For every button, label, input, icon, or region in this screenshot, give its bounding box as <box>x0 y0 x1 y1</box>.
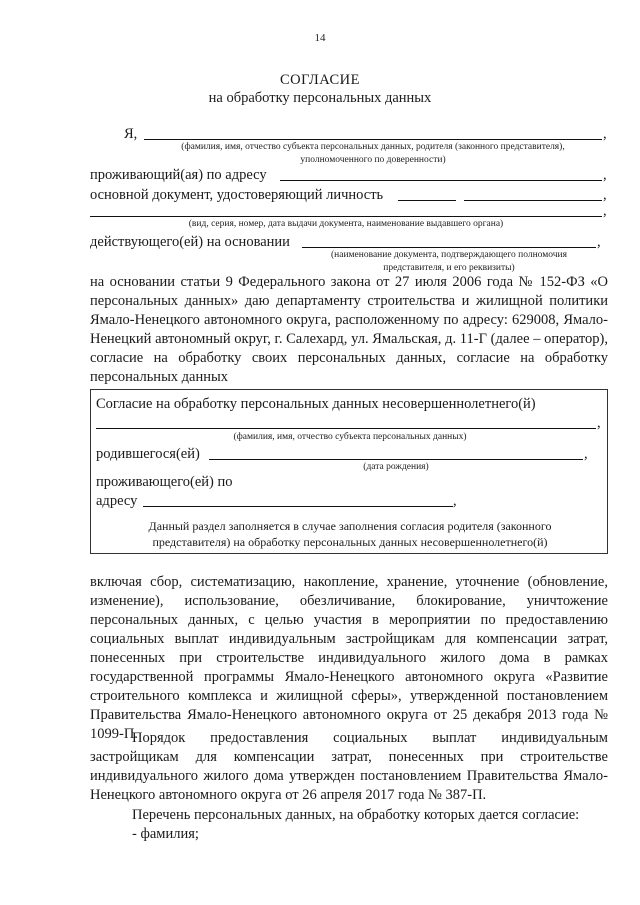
born-label: родившегося(ей) <box>96 446 200 462</box>
fio-caption-2: уполномоченного по доверенности) <box>300 155 446 165</box>
doc-series-line[interactable] <box>398 200 456 201</box>
basis-caption-1: (наименование документа, подтверждающего полномочия <box>330 250 567 260</box>
minor-box-heading: Согласие на обработку персональных данных несовершеннолетнего(й) <box>96 396 536 412</box>
doc-caption: (вид, серия, номер, дата выдачи документа, наименование выдавшего органа) <box>188 219 504 229</box>
address-line-end: , <box>603 167 607 183</box>
basis-label: действующего(ей) на основании <box>90 234 290 250</box>
fio-line[interactable] <box>144 139 602 140</box>
basis-line[interactable] <box>302 247 596 248</box>
minor-address-line[interactable] <box>143 506 453 507</box>
doc-number-line[interactable] <box>464 200 602 201</box>
fio-line-end: , <box>603 126 607 142</box>
basis-line-end: , <box>597 234 601 250</box>
born-caption: (дата рождения) <box>363 462 429 472</box>
doc-line-end: , <box>603 187 607 203</box>
minor-address-label-2: адресу <box>96 493 138 509</box>
doc-label: основной документ, удостоверяющий личность <box>90 187 384 203</box>
minor-address-label-1: проживающего(ей) по <box>96 474 233 490</box>
doc-details-line[interactable] <box>90 216 602 217</box>
document-title: СОГЛАСИЕ <box>279 72 361 88</box>
address-line[interactable] <box>280 180 602 181</box>
born-line-end: , <box>584 446 588 462</box>
address-label: проживающий(ая) по адресу <box>90 167 267 183</box>
data-list-intro: Перечень персональных данных, на обработку которых дается согласие: <box>132 807 580 823</box>
data-list-item: - фамилия; <box>132 826 199 842</box>
minor-fio-line[interactable] <box>96 428 596 429</box>
minor-fio-caption: (фамилия, имя, отчество субъекта персональных данных) <box>233 432 467 442</box>
fio-caption-1: (фамилия, имя, отчество субъекта персональных данных, родителя (законного представителя), <box>181 142 565 152</box>
processing-paragraph: включая сбор, систематизацию, накопление, хранение, уточнение (обновление, изменение), использование, обезличивание, блокирование, уничтожение персональных данных, с целью участия в мероприятии по предоставлению социальных выплат индивидуальным застройщикам для компенсации затрат, понесенных при строительстве индивидуального жилого дома в рамках государственной программы Ямало-Ненецкого автономного округа «Развитие строительного комплекса и жилищной сферы», утвержденной постановлением Правительства Ямало-Ненецкого автономного округа от 25 декабря 2013 года № 1099-П. <box>90 574 608 742</box>
minor-box-note-2: представителя) на обработку персональных данных несовершеннолетнего(й) <box>152 535 548 549</box>
basis-caption-2: представителя, и его реквизиты) <box>383 263 515 273</box>
minor-consent-box <box>90 389 608 554</box>
procedure-paragraph: Порядок предоставления социальных выплат индивидуальным застройщикам для компенсации затрат, понесенных при строительстве индивидуального жилого дома утвержден постановлением Правительства Ямало-Ненецкого автономного округа от 26 апреля 2017 года № 387-П. <box>90 730 608 803</box>
page-number: 14 <box>314 32 326 44</box>
ya-label: Я, <box>124 126 138 142</box>
consent-paragraph: на основании статьи 9 Федерального закона от 27 июля 2006 года № 152-ФЗ «О персональных данных» даю департаменту строительства и жилищной политики Ямало-Ненецкого автономного округа, расположенному по адресу: 629008, Ямало-Ненецкий автономный округ, г. Салехард, ул. Ямальская, д. 11-Г (далее – оператор), согласие на обработку своих персональных данных, согласие на обработку персональных данных <box>90 274 608 385</box>
document-subtitle: на обработку персональных данных <box>208 90 432 106</box>
minor-box-note-1: Данный раздел заполняется в случае заполнения согласия родителя (законного <box>148 519 552 533</box>
doc-details-line-end: , <box>603 203 607 219</box>
minor-address-line-end: , <box>453 493 457 509</box>
born-line[interactable] <box>209 459 583 460</box>
minor-fio-line-end: , <box>597 415 601 431</box>
